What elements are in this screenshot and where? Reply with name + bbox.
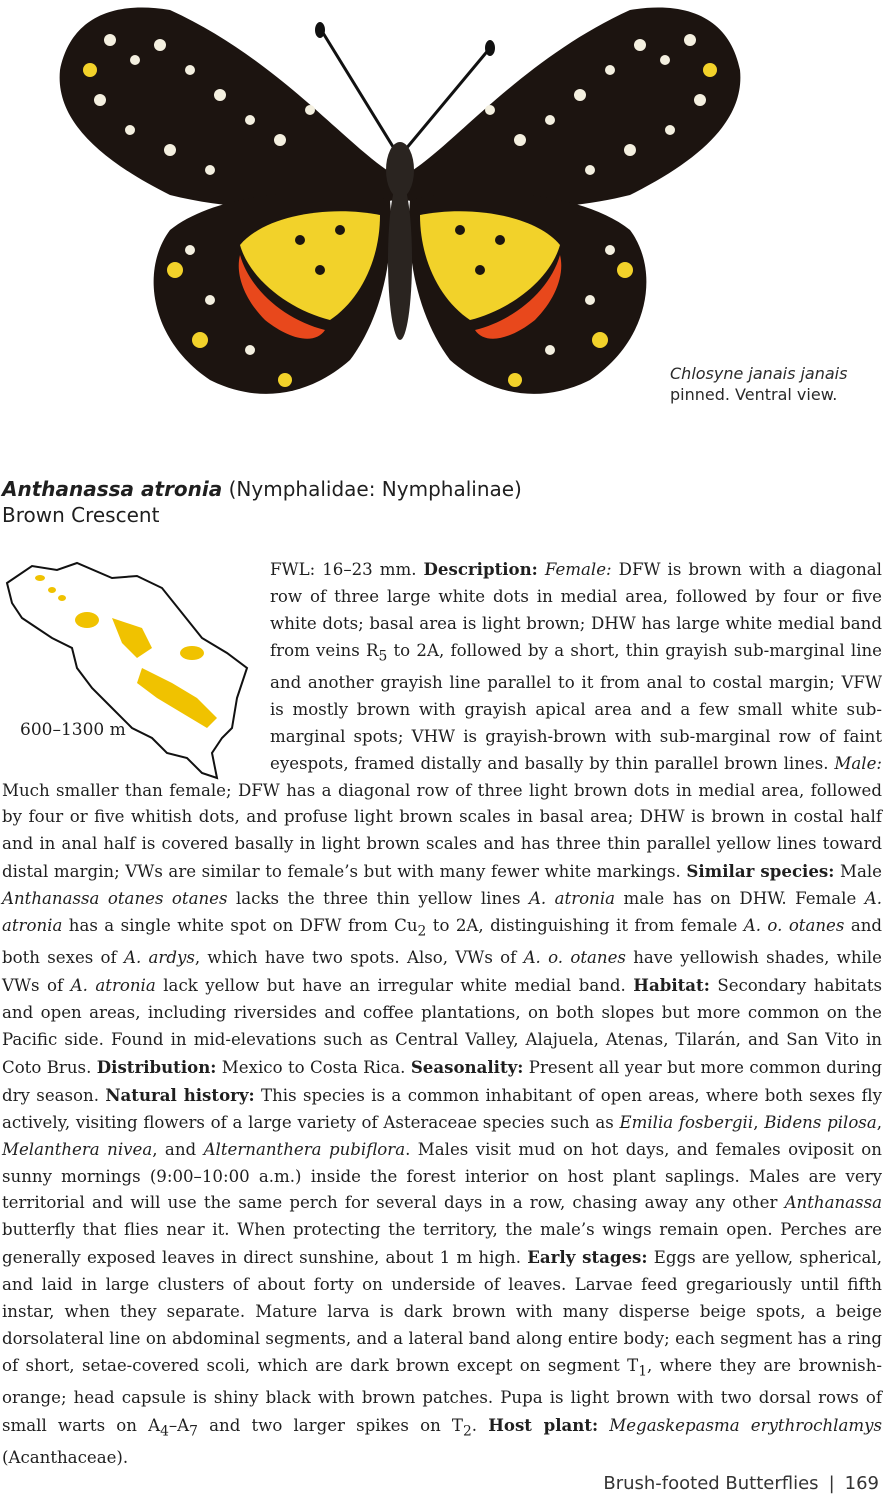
text-p14: Mexico to Costa Rica. [221, 1057, 406, 1077]
text-p20: Eggs are yellow, spherical, and laid in large clusters of about forty on underside of leaves. Larvae feed gregariously until fifth instar, when they separate. Mature larva is dark brown with many disperse beige spots, a beige dorsolateral line on abdominal segments, and a lateral band along entire body; each segment has a ring of short, setae-covered scoli, which are dark brown except on segment T [2, 1248, 882, 1375]
text-p4: Male [839, 862, 882, 882]
plant-emilia: Emilia fosbergii [619, 1112, 754, 1132]
heading-similar-species: Similar species: [686, 861, 835, 882]
species-atronia: A. atronia [70, 976, 156, 996]
species-otanes-full: Anthanassa otanes otanes [2, 889, 228, 909]
text-p2: to 2A, followed by a short, thin grayish sub-marginal line and another grayish line parallel to it from anal to costal margin; VFW is mostly brown with grayish apical area and a few small white sub-marginal spots; VHW is grayish-brown with sub-marginal row of faint eyespots, framed distally and basally by thin parallel brown lines. [270, 640, 883, 773]
heading-early-stages: Early stages: [527, 1247, 648, 1268]
common-name: Brown Crescent [2, 503, 160, 527]
text-p9: and both sexes of [2, 916, 883, 968]
page-number: 169 [844, 1473, 879, 1494]
species-o-otanes: A. o. otanes [743, 916, 845, 936]
text-p18: . Males visit mud on hot days, and females oviposit on sunny mornings (9:00–10:00 a.m.) inside the forest interior on host plant saplings. Males are very territorial and will use the same perch for several days in a row, chasing away any other [2, 1139, 882, 1213]
text-p8: to 2A, distinguishing it from female [432, 916, 738, 936]
text-p25: (Acanthaceae). [2, 1448, 129, 1468]
text-p22: –A [168, 1416, 190, 1436]
text-p16: This species is a common inhabitant of open areas, where both sexes fly actively, visiting flowers of a large variety of Asteraceae species such as [2, 1085, 882, 1132]
elevation-range: 600–1300 m [20, 720, 126, 740]
text-p23: and two larger spikes on T [209, 1416, 463, 1436]
footer-separator: | [828, 1473, 835, 1494]
heading-description: Description: [423, 559, 538, 579]
text-p21: , where they are brownish-orange; head capsule is shiny black with brown patches. Pupa is light brown with two dorsal rows of small warts on A [2, 1355, 882, 1436]
heading-natural-history: Natural history: [105, 1084, 255, 1105]
text-p5: lacks the three thin yellow lines [235, 889, 521, 909]
text-p15: Present all year but more common during dry season. [2, 1057, 883, 1105]
label-female: Female: [544, 560, 612, 579]
sub-t2: 2 [462, 1423, 472, 1440]
species-atronia: A. atronia [2, 889, 883, 936]
text-p6: male has on DHW. Female [623, 889, 857, 909]
text-p24: . [471, 1416, 478, 1436]
text-p19: butterfly that flies near it. When protecting the territory, the male’s wings remain open. Perches are generally exposed leaves in direct sunshine, about 1 m high. [2, 1220, 882, 1268]
sub-a7: 7 [189, 1423, 198, 1440]
sub-r5: 5 [378, 648, 388, 665]
heading-habitat: Habitat: [633, 975, 710, 996]
page-footer [603, 1473, 879, 1494]
heading-distribution: Distribution: [96, 1056, 217, 1077]
text-p12: lack yellow but have an irregular white medial band. [163, 976, 626, 996]
host-plant-name: Megaskepasma erythrochlamys [609, 1416, 882, 1436]
species-o-otanes: A. o. otanes [523, 948, 626, 968]
sub-cu2: 2 [417, 923, 427, 940]
butterfly-photo [50, 0, 750, 410]
label-male: Male: [834, 753, 882, 773]
plant-bidens: Bidens pilosa [764, 1112, 877, 1132]
text-p7: has a single white spot on DFW from Cu [68, 916, 418, 936]
species-heading [2, 476, 522, 502]
species-description: FWL: 16–23 mm. Description: Female: DFW is brown with a diagonal row of three large white dots in medial area, followed by four or five white dots; basal area is light brown; DHW has large white medial band from veins $R_5$ to 2A, followed by a short, thin grayish sub-marginal line and another grayish line parallel to it from anal to costal margin; VFW is mostly brown with grayish apical area and a few small white sub-marginal spots; VHW is grayish-brown with sub-marginal row of faint eyespots, framed distally and basally by thin parallel brown lines. Male: Much smaller than female; DFW has a diagonal row of three light brown dots in medial area, followed by four or five whitish dots, and profuse light brown scales in basal area; DHW is brown in costal half and in anal half is covered basally in light brown scales and has three thin parallel yellow lines toward distal margin; VWs are similar to female’s but with many fewer white markings. Similar species: Male Anthanassa otanes otanes lacks the three thin yellow lines A. atronia male has on DHW. Female A. atronia has a single white spot on DFW from $Cu_2$ to 2A, distinguishing it from female A. o. otanes and both sexes of A. ardys, which have two spots. Also, VWs of A. o. otanes have yellowish shades, while VWs of A. atronia lack yellow but have an irregular white medial band. Habitat: Secondary habitats and open areas, including riversides and coffee plantations, on both slopes but more common on the Pacific side. Found in mid-elevations such as Central Valley, Alajuela, Atenas, Tilarán, and San Vito in Coto Brus. Distribution: Mexico to Costa Rica. Seasonality: Present all year but more common during dry season. Natural history: This species is a common inhabitant of open areas, where both sexes fly actively, visiting flowers of a large variety of Asteraceae species such as Emilia fosbergii, Bidens pilosa, Melanthera nivea, and Alternanthera pubiflora. Males visit mud on hot days, and females oviposit on sunny mornings (9:00–10:00 a.m.) inside the forest interior on host plant saplings. Males are very territorial and will use the same perch for several days in a row, chasing away any other Anthanassa butterfly that flies near it. When protecting the territory, the male’s wings remain open. Perches are generally exposed leaves in direct sunshine, about 1 m high. Early stages: Eggs are yellow, spherical, and laid in large clusters of about forty on underside of leaves. Larvae feed gregariously until fifth instar, when they separate. Mature larva is dark brown with many disperse beige spots, a beige dorsolateral line on abdominal segments, and a lateral band along entire body; each segment has a ring of short, setae-covered scoli, which are dark brown except on segment $T_1$, where they are brownish-orange; head capsule is shiny black with brown patches. Pupa is light brown with two dorsal rows of small warts on $A_4-A_7$ and two larger spikes on $T_2$. Host plant: Megaskepasma erythrochlamys (Acanthaceae). [2, 559, 883, 1468]
species-family: (Nymphalidae: Nymphalinae) [228, 477, 522, 501]
plant-alternanthera: Alternanthera pubiflora [203, 1139, 406, 1159]
fwl: FWL: 16–23 mm. [270, 560, 417, 579]
species-atronia: A. atronia [528, 889, 616, 909]
text-p17: , and [152, 1139, 197, 1159]
figure-caption [670, 363, 880, 405]
species-ardys: A. ardys [123, 948, 195, 968]
heading-host-plant: Host plant: [488, 1415, 599, 1436]
text-p10: , which have two spots. Also, VWs of [194, 948, 517, 968]
sub-a4: 4 [160, 1423, 169, 1440]
text-p13: Secondary habitats and open areas, including riversides and coffee plantations, on both slopes but more common on the Pacific side. Found in mid-elevations such as Central Valley, Alajuela, Atenas, Tilarán, and San Vito in Coto Brus. [2, 976, 883, 1077]
caption-description: pinned. Ventral view. [670, 385, 838, 404]
text-p11: have yellowish shades, while VWs of [2, 948, 883, 996]
text-p1: DFW is brown with a diagonal row of three large white dots in medial area, followed by four or five white dots; basal area is light brown; DHW has large white medial band from veins R [270, 560, 882, 660]
heading-seasonality: Seasonality: [410, 1056, 524, 1077]
species-name: Anthanassa atronia [2, 477, 223, 501]
footer-section: Brush-footed Butterflies [603, 1473, 819, 1494]
genus-anthanassa: Anthanassa [784, 1193, 882, 1213]
caption-species: Chlosyne janais janais [670, 364, 848, 383]
plant-melanthera: Melanthera nivea [2, 1139, 153, 1159]
sub-t1: 1 [638, 1363, 647, 1380]
text-p3: Much smaller than female; DFW has a diagonal row of three light brown dots in medial area, followed by four or five whitish dots, and profuse light brown scales in basal area; DHW is brown in costal half and in anal half is covered basally in light brown scales and has three thin parallel yellow lines toward distal margin; VWs are similar to female’s but with many fewer white markings. [2, 780, 882, 882]
